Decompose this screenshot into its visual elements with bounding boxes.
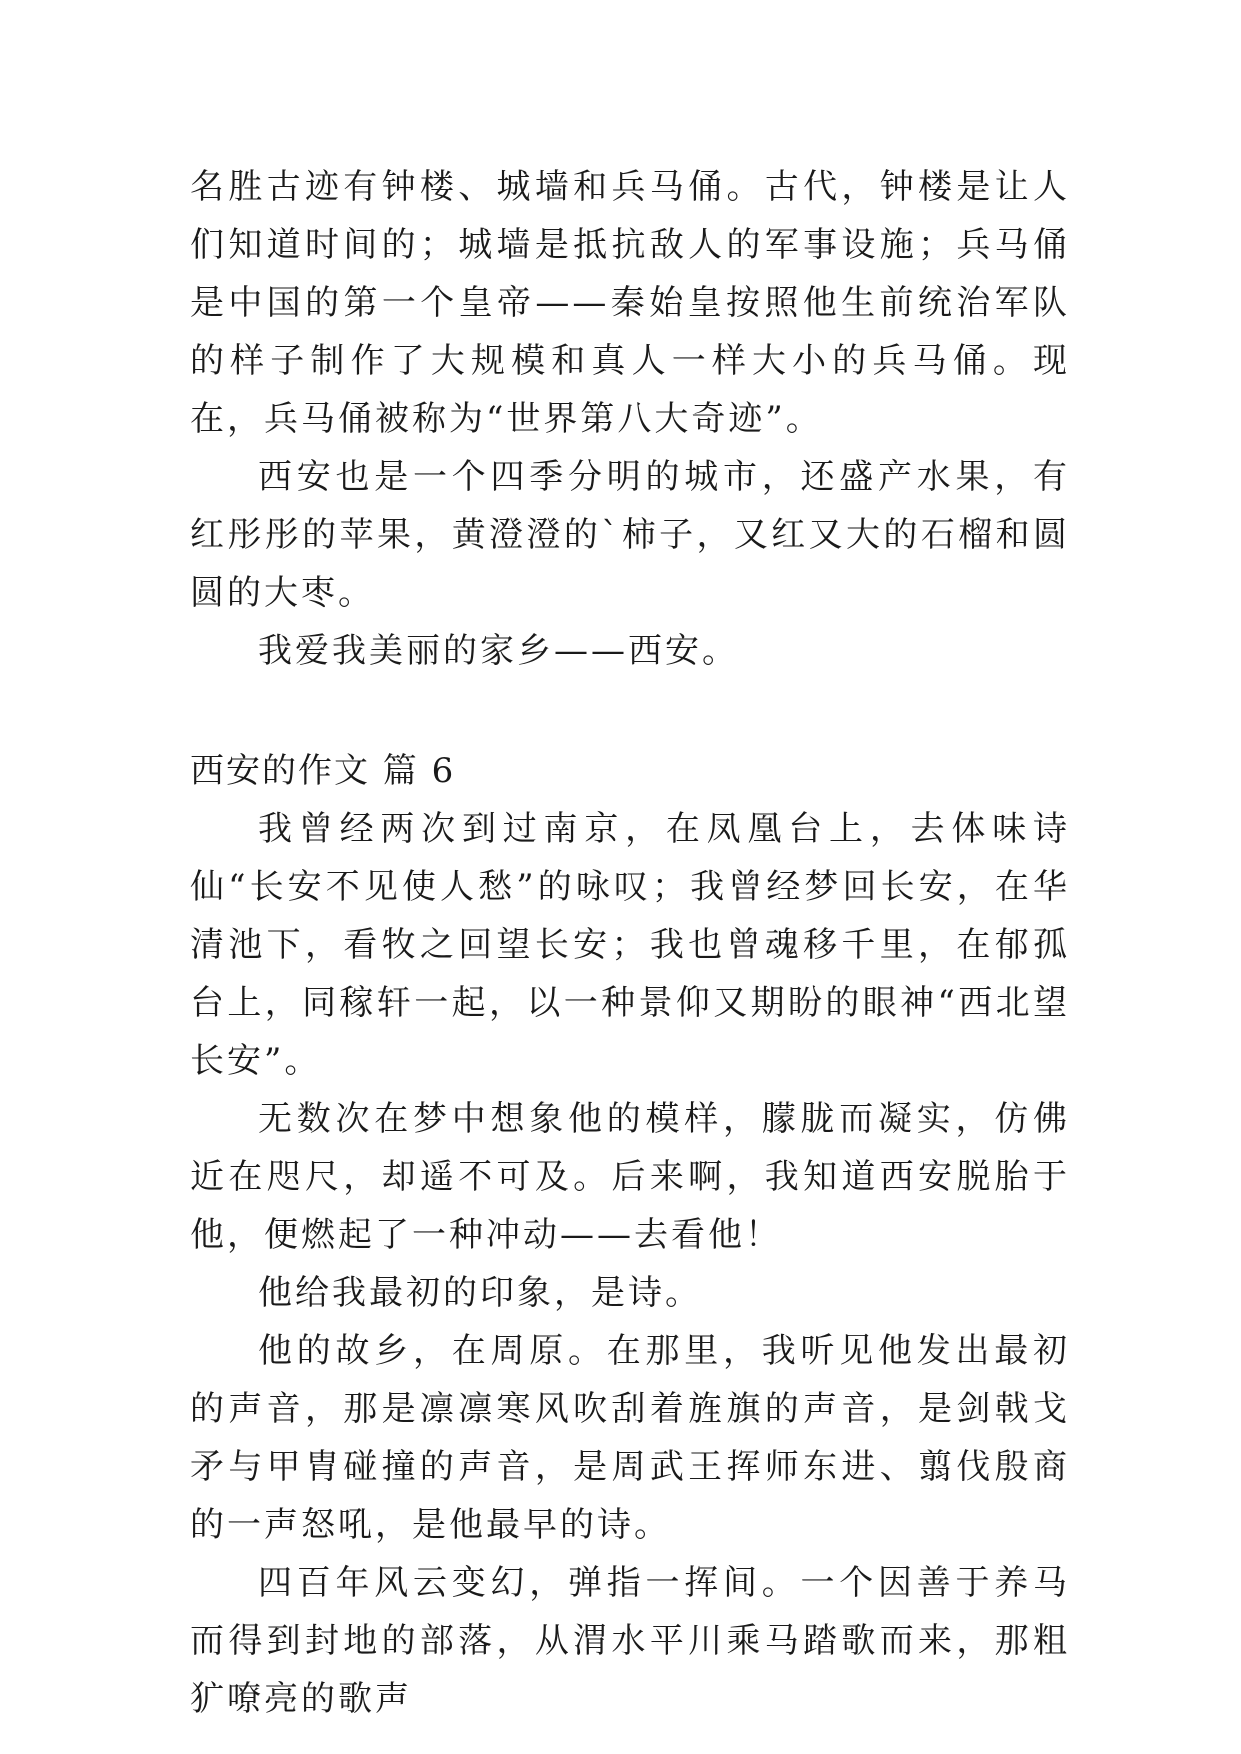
paragraph-famous-sites: 名胜古迹有钟楼、城墙和兵马俑。古代，钟楼是让人们知道时间的；城墙是抵抗敌人的军事设施；兵马俑是中国的第一个皇帝——秦始皇按照他生前统治军队的样子制作了大规模和真人一样大小的兵马俑。现在，兵马俑被称为“世界第八大奇迹”。 xyxy=(190,167,1070,439)
paragraph-nanjing: 我曾经两次到过南京，在凤凰台上，去体味诗仙“长安不见使人愁”的咏叹；我曾经梦回长安，在华清池下，看牧之回望长安；我也曾魂移千里，在郁孤台上，同稼轩一起，以一种景仰又期盼的眼神“西北望长安”。 xyxy=(190,809,1070,1081)
section-heading: 西安的作文 篇 6 xyxy=(190,751,456,791)
paragraph-four-seasons: 西安也是一个四季分明的城市，还盛产水果，有红彤彤的苹果，黄澄澄的`柿子，又红又大的石榴和圆圆的大枣。 xyxy=(190,457,1070,613)
document-body xyxy=(190,158,1070,1728)
paragraph-zhouyuan: 他的故乡，在周原。在那里，我听见他发出最初的声音，那是凛凛寒风吹刮着旌旗的声音，是剑戟戈矛与甲胄碰撞的声音，是周武王挥师东进、翦伐殷商的一声怒吼，是他最早的诗。 xyxy=(190,1331,1070,1545)
paragraph-dream: 无数次在梦中想象他的模样，朦胧而凝实，仿佛近在咫尺，却遥不可及。后来啊，我知道西安脱胎于他，便燃起了一种冲动——去看他！ xyxy=(190,1099,1070,1255)
paragraph-first-impression: 他给我最初的印象，是诗。 xyxy=(258,1273,702,1313)
paragraph-love-hometown: 我爱我美丽的家乡——西安。 xyxy=(258,631,739,671)
paragraph-four-hundred-years: 四百年风云变幻，弹指一挥间。一个因善于养马而得到封地的部落，从渭水平川乘马踏歌而来，那粗犷嘹亮的歌声 xyxy=(190,1563,1070,1719)
